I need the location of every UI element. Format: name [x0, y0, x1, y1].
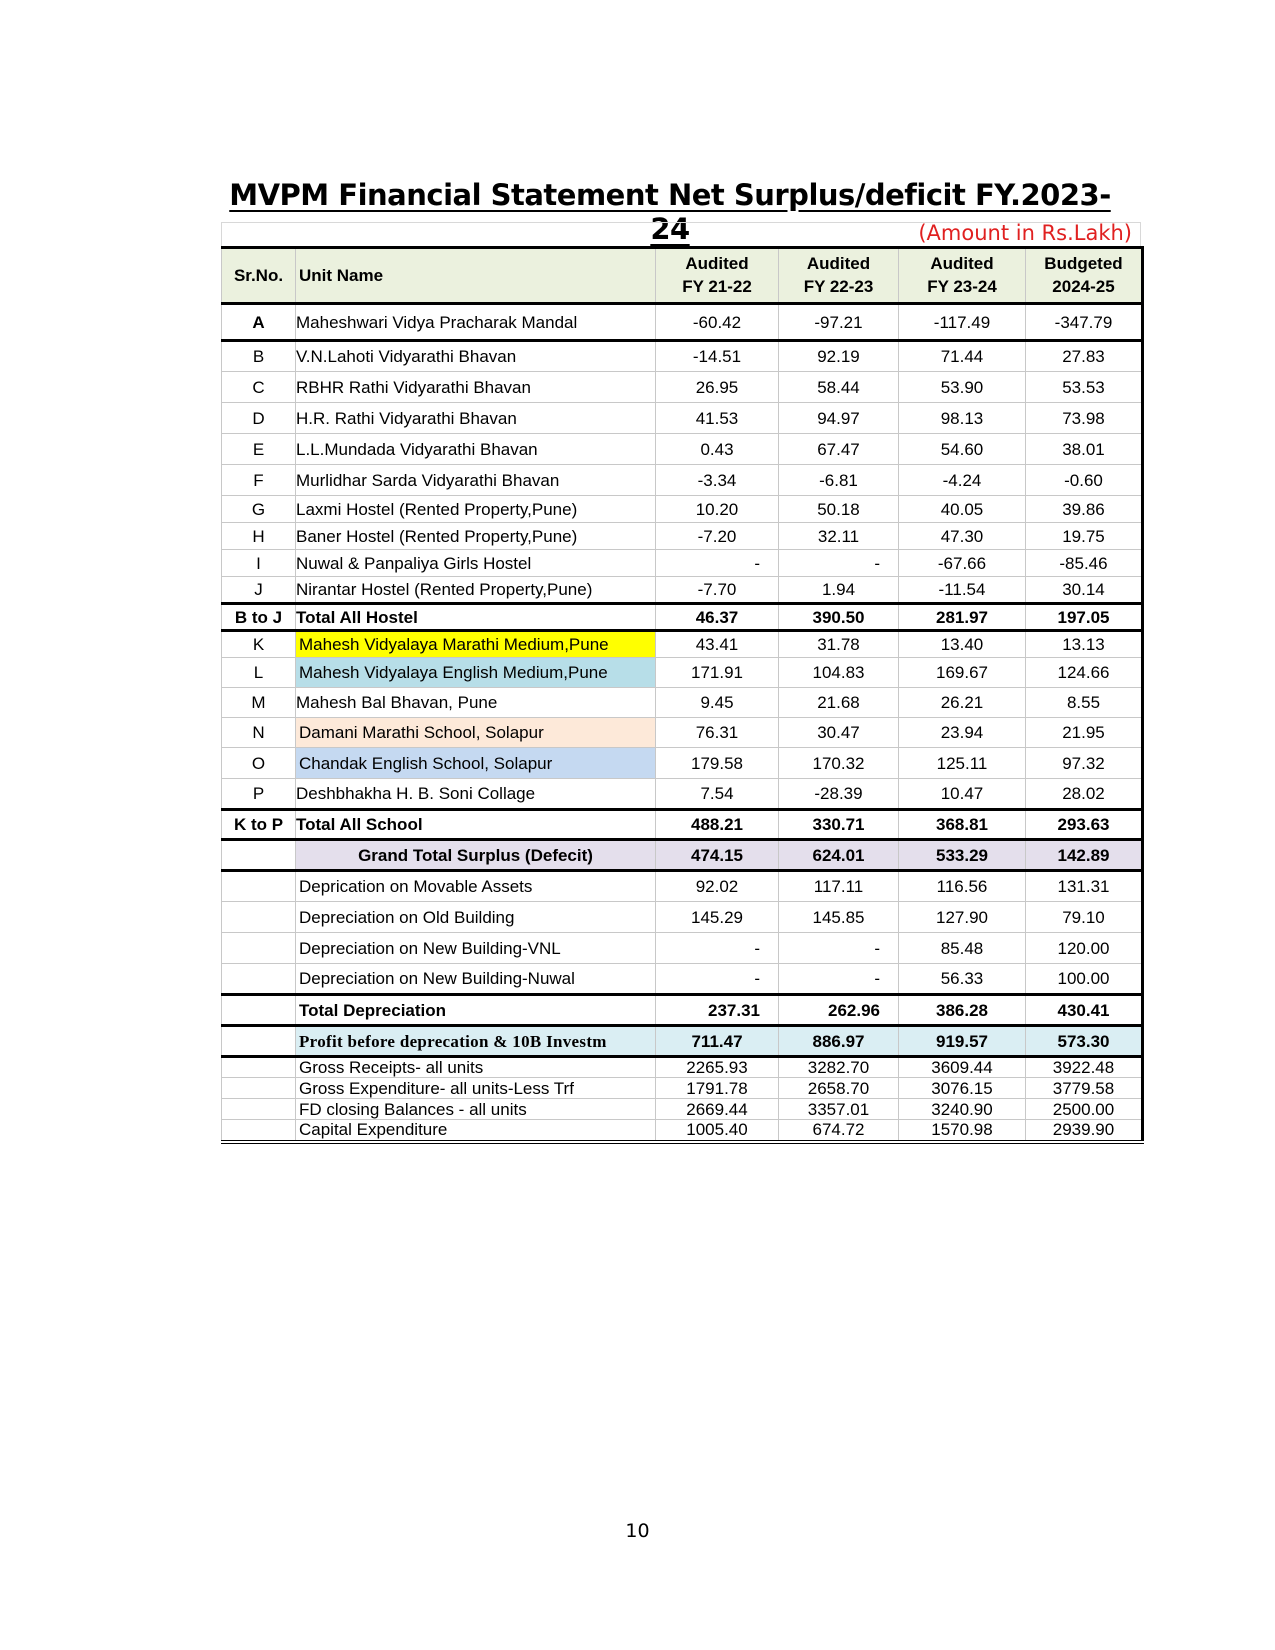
value-cell: -347.79	[1026, 304, 1143, 341]
value-cell: 533.29	[899, 840, 1026, 871]
unit-name-cell: Depreciation on Old Building	[296, 902, 656, 933]
value-cell: 32.11	[779, 523, 899, 550]
value-cell: -11.54	[899, 577, 1026, 604]
value-cell: 21.68	[779, 688, 899, 718]
sr-no-cell	[222, 1078, 296, 1099]
financial-table	[221, 246, 1144, 1144]
header-sr-no: Sr.No.	[222, 248, 296, 304]
value-cell: -	[779, 933, 899, 964]
table-row	[222, 465, 1143, 496]
value-cell: -	[656, 550, 779, 577]
value-cell: 2939.90	[1026, 1120, 1143, 1142]
table-row	[222, 550, 1143, 577]
sr-no-cell	[222, 1120, 296, 1142]
value-cell: 27.83	[1026, 341, 1143, 372]
value-cell: 3779.58	[1026, 1078, 1143, 1099]
value-cell: -67.66	[899, 550, 1026, 577]
sr-no-cell: D	[222, 403, 296, 434]
sr-no-cell	[222, 902, 296, 933]
value-cell: 281.97	[899, 604, 1026, 631]
table-row	[222, 434, 1143, 465]
value-cell: 330.71	[779, 810, 899, 840]
value-cell: 13.40	[899, 631, 1026, 658]
value-cell: 919.57	[899, 1026, 1026, 1057]
value-cell: 145.85	[779, 902, 899, 933]
value-cell: 0.43	[656, 434, 779, 465]
value-cell: 170.32	[779, 748, 899, 779]
value-cell: 26.21	[899, 688, 1026, 718]
value-cell: 10.47	[899, 779, 1026, 810]
value-cell: 117.11	[779, 871, 899, 902]
value-cell: 1570.98	[899, 1120, 1026, 1142]
sr-no-cell: K	[222, 631, 296, 658]
value-cell: -6.81	[779, 465, 899, 496]
value-cell: 179.58	[656, 748, 779, 779]
header-budget-2024-25: Budgeted 2024-25	[1026, 248, 1143, 304]
sr-no-cell	[222, 995, 296, 1026]
value-cell: 3922.48	[1026, 1057, 1143, 1078]
value-cell: 293.63	[1026, 810, 1143, 840]
value-cell: 92.02	[656, 871, 779, 902]
value-cell: 50.18	[779, 496, 899, 523]
value-cell: 430.41	[1026, 995, 1143, 1026]
table-row	[222, 964, 1143, 995]
value-cell: 145.29	[656, 902, 779, 933]
value-cell: 47.30	[899, 523, 1026, 550]
value-cell: 23.94	[899, 718, 1026, 748]
value-cell: -3.34	[656, 465, 779, 496]
unit-name-cell: Mahesh Bal Bhavan, Pune	[296, 688, 656, 718]
value-cell: 3609.44	[899, 1057, 1026, 1078]
value-cell: -	[779, 964, 899, 995]
value-cell: 98.13	[899, 403, 1026, 434]
unit-name-cell: Capital Expenditure	[296, 1120, 656, 1142]
table-row	[222, 902, 1143, 933]
value-cell: 43.41	[656, 631, 779, 658]
unit-name-cell: L.L.Mundada Vidyarathi Bhavan	[296, 434, 656, 465]
value-cell: -85.46	[1026, 550, 1143, 577]
value-cell: 73.98	[1026, 403, 1143, 434]
unit-name-cell: FD closing Balances - all units	[296, 1099, 656, 1120]
value-cell: 85.48	[899, 933, 1026, 964]
unit-name-cell: Murlidhar Sarda Vidyarathi Bhavan	[296, 465, 656, 496]
table-row	[222, 718, 1143, 748]
unit-name-cell: RBHR Rathi Vidyarathi Bhavan	[296, 372, 656, 403]
value-cell: 56.33	[899, 964, 1026, 995]
value-cell: 886.97	[779, 1026, 899, 1057]
sr-no-cell: M	[222, 688, 296, 718]
unit-note-box	[221, 222, 1141, 246]
table-row	[222, 496, 1143, 523]
value-cell: 3076.15	[899, 1078, 1026, 1099]
table-row	[222, 688, 1143, 718]
value-cell: 8.55	[1026, 688, 1143, 718]
value-cell: 262.96	[779, 995, 899, 1026]
unit-name-cell: Gross Expenditure- all units-Less Trf	[296, 1078, 656, 1099]
unit-name-cell: Nuwal & Panpaliya Girls Hostel	[296, 550, 656, 577]
value-cell: 30.14	[1026, 577, 1143, 604]
value-cell: -117.49	[899, 304, 1026, 341]
value-cell: -7.20	[656, 523, 779, 550]
unit-name-cell: Total All School	[296, 810, 656, 840]
unit-name-cell: Chandak English School, Solapur	[296, 748, 656, 779]
value-cell: -4.24	[899, 465, 1026, 496]
page-number: 10	[625, 1520, 650, 1542]
unit-name-cell: Laxmi Hostel (Rented Property,Pune)	[296, 496, 656, 523]
unit-name-cell: Maheshwari Vidya Pracharak Mandal	[296, 304, 656, 341]
value-cell: 92.19	[779, 341, 899, 372]
value-cell: -60.42	[656, 304, 779, 341]
table-row	[222, 748, 1143, 779]
value-cell: 3357.01	[779, 1099, 899, 1120]
value-cell: 169.67	[899, 658, 1026, 688]
value-cell: 58.44	[779, 372, 899, 403]
value-cell: 46.37	[656, 604, 779, 631]
unit-name-cell: Deshbhakha H. B. Soni Collage	[296, 779, 656, 810]
table-row	[222, 1026, 1143, 1057]
value-cell: -97.21	[779, 304, 899, 341]
sr-no-cell: O	[222, 748, 296, 779]
sr-no-cell	[222, 1026, 296, 1057]
value-cell: 2500.00	[1026, 1099, 1143, 1120]
value-cell: 71.44	[899, 341, 1026, 372]
value-cell: 711.47	[656, 1026, 779, 1057]
table-row	[222, 577, 1143, 604]
unit-name-cell: Mahesh Vidyalaya English Medium,Pune	[296, 658, 656, 688]
sr-no-cell	[222, 933, 296, 964]
value-cell: 124.66	[1026, 658, 1143, 688]
value-cell: 1005.40	[656, 1120, 779, 1142]
table-row	[222, 631, 1143, 658]
sr-no-cell: E	[222, 434, 296, 465]
value-cell: 9.45	[656, 688, 779, 718]
value-cell: 40.05	[899, 496, 1026, 523]
value-cell: 67.47	[779, 434, 899, 465]
value-cell: 127.90	[899, 902, 1026, 933]
page-title: MVPM Financial Statement Net Surplus/deficit FY.2023-24	[229, 178, 1111, 246]
table-row	[222, 1099, 1143, 1120]
value-cell: 79.10	[1026, 902, 1143, 933]
table-row	[222, 1078, 1143, 1099]
table-row	[222, 304, 1143, 341]
value-cell: 125.11	[899, 748, 1026, 779]
value-cell: 21.95	[1026, 718, 1143, 748]
value-cell: 100.00	[1026, 964, 1143, 995]
value-cell: 53.90	[899, 372, 1026, 403]
amount-unit-note: (Amount in Rs.Lakh)	[918, 221, 1132, 245]
unit-name-cell: Total All Hostel	[296, 604, 656, 631]
value-cell: -28.39	[779, 779, 899, 810]
value-cell: 116.56	[899, 871, 1026, 902]
table-row	[222, 840, 1143, 871]
table-row	[222, 779, 1143, 810]
value-cell: 171.91	[656, 658, 779, 688]
value-cell: 237.31	[656, 995, 779, 1026]
sr-no-cell: P	[222, 779, 296, 810]
header-fy22-23: Audited FY 22-23	[779, 248, 899, 304]
sr-no-cell	[222, 964, 296, 995]
header-unit-name: Unit Name	[296, 248, 656, 304]
value-cell: 30.47	[779, 718, 899, 748]
value-cell: 7.54	[656, 779, 779, 810]
value-cell: 76.31	[656, 718, 779, 748]
value-cell: 53.53	[1026, 372, 1143, 403]
value-cell: 674.72	[779, 1120, 899, 1142]
table-row	[222, 658, 1143, 688]
value-cell: 31.78	[779, 631, 899, 658]
unit-name-cell: Nirantar Hostel (Rented Property,Pune)	[296, 577, 656, 604]
table-row	[222, 995, 1143, 1026]
value-cell: 2669.44	[656, 1099, 779, 1120]
sr-no-cell: C	[222, 372, 296, 403]
table-row	[222, 523, 1143, 550]
header-fy23-24: Audited FY 23-24	[899, 248, 1026, 304]
table-row	[222, 341, 1143, 372]
value-cell: 573.30	[1026, 1026, 1143, 1057]
value-cell: -	[656, 933, 779, 964]
table-row	[222, 372, 1143, 403]
sr-no-cell: J	[222, 577, 296, 604]
value-cell: 390.50	[779, 604, 899, 631]
value-cell: 1.94	[779, 577, 899, 604]
sr-no-cell: L	[222, 658, 296, 688]
sr-no-cell	[222, 1099, 296, 1120]
value-cell: 197.05	[1026, 604, 1143, 631]
value-cell: -7.70	[656, 577, 779, 604]
unit-name-cell: Profit before deprecation & 10B Investm	[296, 1026, 656, 1057]
header-row	[222, 248, 1143, 304]
value-cell: 54.60	[899, 434, 1026, 465]
header-fy21-22: Audited FY 21-22	[656, 248, 779, 304]
value-cell: -14.51	[656, 341, 779, 372]
unit-name-cell: Mahesh Vidyalaya Marathi Medium,Pune	[296, 631, 656, 658]
value-cell: 2658.70	[779, 1078, 899, 1099]
value-cell: 94.97	[779, 403, 899, 434]
value-cell: 386.28	[899, 995, 1026, 1026]
unit-name-cell: H.R. Rathi Vidyarathi Bhavan	[296, 403, 656, 434]
table-row	[222, 810, 1143, 840]
value-cell: 97.32	[1026, 748, 1143, 779]
unit-name-cell: Depreciation on New Building-VNL	[296, 933, 656, 964]
sr-no-cell	[222, 1057, 296, 1078]
unit-name-cell: Gross Receipts- all units	[296, 1057, 656, 1078]
value-cell: 474.15	[656, 840, 779, 871]
sr-no-cell: F	[222, 465, 296, 496]
value-cell: 104.83	[779, 658, 899, 688]
unit-name-cell: Baner Hostel (Rented Property,Pune)	[296, 523, 656, 550]
value-cell: 2265.93	[656, 1057, 779, 1078]
value-cell: 1791.78	[656, 1078, 779, 1099]
value-cell: 3240.90	[899, 1099, 1026, 1120]
sr-no-cell	[222, 840, 296, 871]
value-cell: 488.21	[656, 810, 779, 840]
table-row	[222, 871, 1143, 902]
sr-no-cell: I	[222, 550, 296, 577]
sr-no-cell: B to J	[222, 604, 296, 631]
value-cell: 38.01	[1026, 434, 1143, 465]
value-cell: 41.53	[656, 403, 779, 434]
value-cell: 10.20	[656, 496, 779, 523]
table-row	[222, 933, 1143, 964]
sr-no-cell	[222, 871, 296, 902]
value-cell: 3282.70	[779, 1057, 899, 1078]
sr-no-cell: H	[222, 523, 296, 550]
table-row	[222, 1120, 1143, 1142]
value-cell: 28.02	[1026, 779, 1143, 810]
value-cell: 142.89	[1026, 840, 1143, 871]
table-row	[222, 1057, 1143, 1078]
value-cell: 120.00	[1026, 933, 1143, 964]
unit-name-cell: V.N.Lahoti Vidyarathi Bhavan	[296, 341, 656, 372]
sr-no-cell: G	[222, 496, 296, 523]
value-cell: 624.01	[779, 840, 899, 871]
value-cell: -0.60	[1026, 465, 1143, 496]
value-cell: 39.86	[1026, 496, 1143, 523]
value-cell: -	[656, 964, 779, 995]
value-cell: 26.95	[656, 372, 779, 403]
value-cell: -	[779, 550, 899, 577]
value-cell: 368.81	[899, 810, 1026, 840]
sr-no-cell: K to P	[222, 810, 296, 840]
unit-name-cell: Total Depreciation	[296, 995, 656, 1026]
table-row	[222, 403, 1143, 434]
value-cell: 131.31	[1026, 871, 1143, 902]
sr-no-cell: B	[222, 341, 296, 372]
unit-name-cell: Depreciation on New Building-Nuwal	[296, 964, 656, 995]
unit-name-cell: Grand Total Surplus (Defecit)	[296, 840, 656, 871]
table-row	[222, 604, 1143, 631]
sr-no-cell: N	[222, 718, 296, 748]
sr-no-cell: A	[222, 304, 296, 341]
value-cell: 13.13	[1026, 631, 1143, 658]
unit-name-cell: Deprication on Movable Assets	[296, 871, 656, 902]
unit-name-cell: Damani Marathi School, Solapur	[296, 718, 656, 748]
value-cell: 19.75	[1026, 523, 1143, 550]
